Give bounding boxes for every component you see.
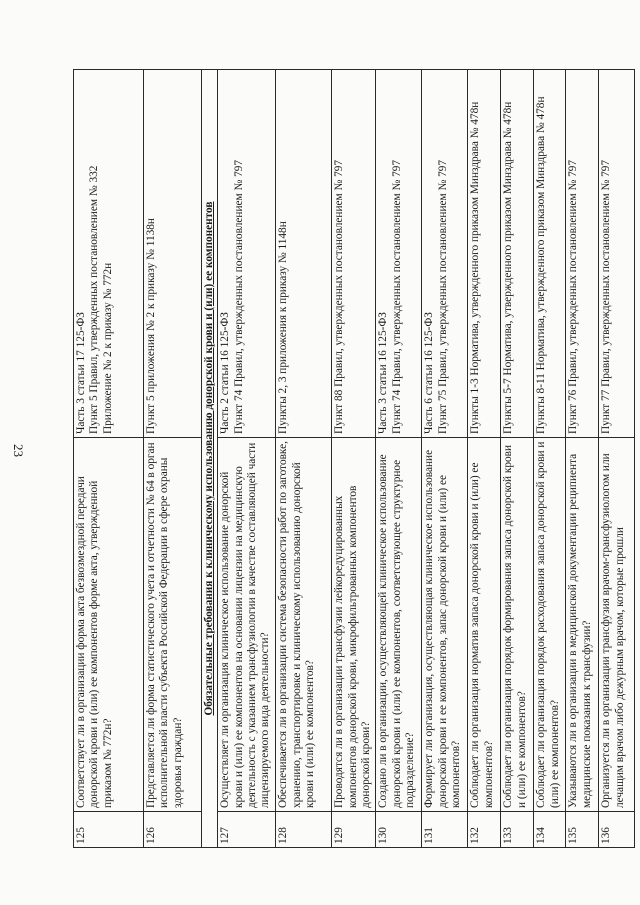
row-number: 130 — [376, 812, 422, 848]
legal-reference-cell — [218, 70, 276, 438]
row-number: 132 — [468, 812, 501, 848]
section-header: Обязательные требования к клиническому использованию донорской крови и (или) ее компонентов — [202, 70, 218, 848]
legal-reference-cell — [501, 70, 534, 438]
requirement-question: Соблюдает ли организация порядок расходования запаса донорской крови и (или) ее компонентов? — [534, 438, 566, 812]
page-number: 23 — [11, 444, 26, 457]
requirement-question: Создано ли в организации, осуществляющей клиническое использование донорской крови и (или) ее компонентов, соответствующее структурное подразделение? — [376, 438, 422, 812]
table-row — [534, 70, 566, 848]
legal-reference: Пункты 1-3 Норматива, утвержденного приказом Минздрава № 478н — [469, 101, 482, 434]
legal-reference: Пункт 5 приложения № 2 к приказу № 1138н — [145, 218, 157, 434]
table-row — [276, 70, 332, 848]
requirement-question: Соблюдает ли организация норматив запаса донорской крови и (или) ее компонентов? — [468, 438, 501, 812]
requirement-question: Соответствует ли в организации форма акта безвозмездной передачи донорской крови и (или) ее компонентов форме акта, утвержденной приказом № 772н? — [74, 438, 144, 812]
row-number: 129 — [332, 812, 376, 848]
legal-reference: Пункт 77 Правил, утвержденных постановлением № 797 — [600, 159, 613, 434]
row-number: 135 — [566, 812, 599, 848]
requirement-question: Соблюдает ли организация порядок формирования запаса донорской крови и (или) ее компонентов? — [501, 438, 534, 812]
requirements-table-body — [74, 70, 635, 848]
legal-reference: Пункт 88 Правил, утвержденных постановлением № 797 — [333, 159, 346, 434]
legal-reference: Часть 3 статьи 17 125-ФЗ — [75, 312, 87, 434]
requirements-table — [73, 69, 635, 848]
table-row — [332, 70, 376, 848]
table-row — [74, 70, 144, 848]
table-row — [422, 70, 468, 848]
legal-reference: Часть 6 статьи 16 125-ФЗ — [423, 312, 436, 434]
requirement-question: Организуется ли в организации трансфузия врачом-трансфузиологом или лечащим врачом либо дежурным врачом, которые прошли — [599, 438, 635, 812]
legal-reference-cell — [566, 70, 599, 438]
legal-reference-cell — [376, 70, 422, 438]
legal-reference: Пункты 5-7 Норматива, утвержденного приказом Минздрава № 478н — [502, 101, 515, 434]
table-row — [468, 70, 501, 848]
legal-reference: Пункты 8-11 Норматива, утвержденного приказом Минздрава № 478н — [535, 96, 548, 434]
row-number: 125 — [74, 812, 144, 848]
row-number: 128 — [276, 812, 332, 848]
legal-reference: Пункт 74 Правил, утвержденных постановлением № 797 — [232, 159, 245, 434]
legal-reference-cell — [599, 70, 635, 438]
legal-reference: Пункт 5 Правил, утвержденных постановлением № 332 — [88, 165, 101, 434]
legal-reference-cell — [144, 70, 202, 438]
row-number: 127 — [218, 812, 276, 848]
legal-reference-cell — [534, 70, 566, 438]
table-row — [218, 70, 276, 848]
legal-reference-cell — [74, 70, 144, 438]
legal-reference: Часть 3 статьи 16 125-ФЗ — [377, 312, 390, 434]
table-row — [501, 70, 534, 848]
table-row — [566, 70, 599, 848]
row-number: 134 — [534, 812, 566, 848]
rotated-table-container — [73, 70, 626, 848]
requirement-question: Проводятся ли в организации трансфузии лейкоредуцированных компонентов донорской крови, микрофильтрованных компонентов донорской крови? — [332, 438, 376, 812]
row-number: 136 — [599, 812, 635, 848]
legal-reference-cell — [468, 70, 501, 438]
legal-reference-cell — [276, 70, 332, 438]
legal-reference-cell — [332, 70, 376, 438]
row-number: 133 — [501, 812, 534, 848]
legal-reference-cell — [422, 70, 468, 438]
section-header-row — [202, 70, 218, 848]
legal-reference: Пункт 76 Правил, утвержденных постановлением № 797 — [567, 159, 580, 434]
legal-reference: Часть 2 статьи 16 125-ФЗ — [219, 312, 232, 434]
table-row — [144, 70, 202, 848]
requirement-question: Представляется ли форма статистического учета и отчетности № 64 в орган исполнительной власти субъекта Российской Федерации в сфере охраны здоровья граждан? — [144, 438, 202, 812]
row-number: 131 — [422, 812, 468, 848]
legal-reference: Пункты 2, 3 приложения к приказу № 1148н — [277, 221, 290, 434]
legal-reference: Приложение № 2 к приказу № 772н — [101, 262, 114, 434]
requirement-question: Обеспечивается ли в организации система безопасности работ по заготовке, хранению, транспортировке и клиническому использованию донорской крови и (или) ее компонентов? — [276, 438, 332, 812]
table-row — [376, 70, 422, 848]
table-row — [599, 70, 635, 848]
legal-reference: Пункт 75 Правил, утвержденных постановлением № 797 — [436, 159, 449, 434]
requirement-question: Осуществляет ли организация клиническое использование донорской крови и (или) ее компонентов на основании лицензии на медицинскую деятельность с указанием трансфузиологии в качестве составляющей части лицензируемого вида деятельности? — [218, 438, 276, 812]
requirement-question: Указываются ли в организации в медицинской документации реципиента медицинские показания к трансфузии? — [566, 438, 599, 812]
legal-reference: Пункт 74 Правил, утвержденных постановлением № 797 — [390, 159, 403, 434]
row-number: 126 — [144, 812, 202, 848]
requirement-question: Формирует ли организация, осуществляющая клиническое использование донорской крови и ее компонентов, запас донорской крови и (или) ее компонентов? — [422, 438, 468, 812]
